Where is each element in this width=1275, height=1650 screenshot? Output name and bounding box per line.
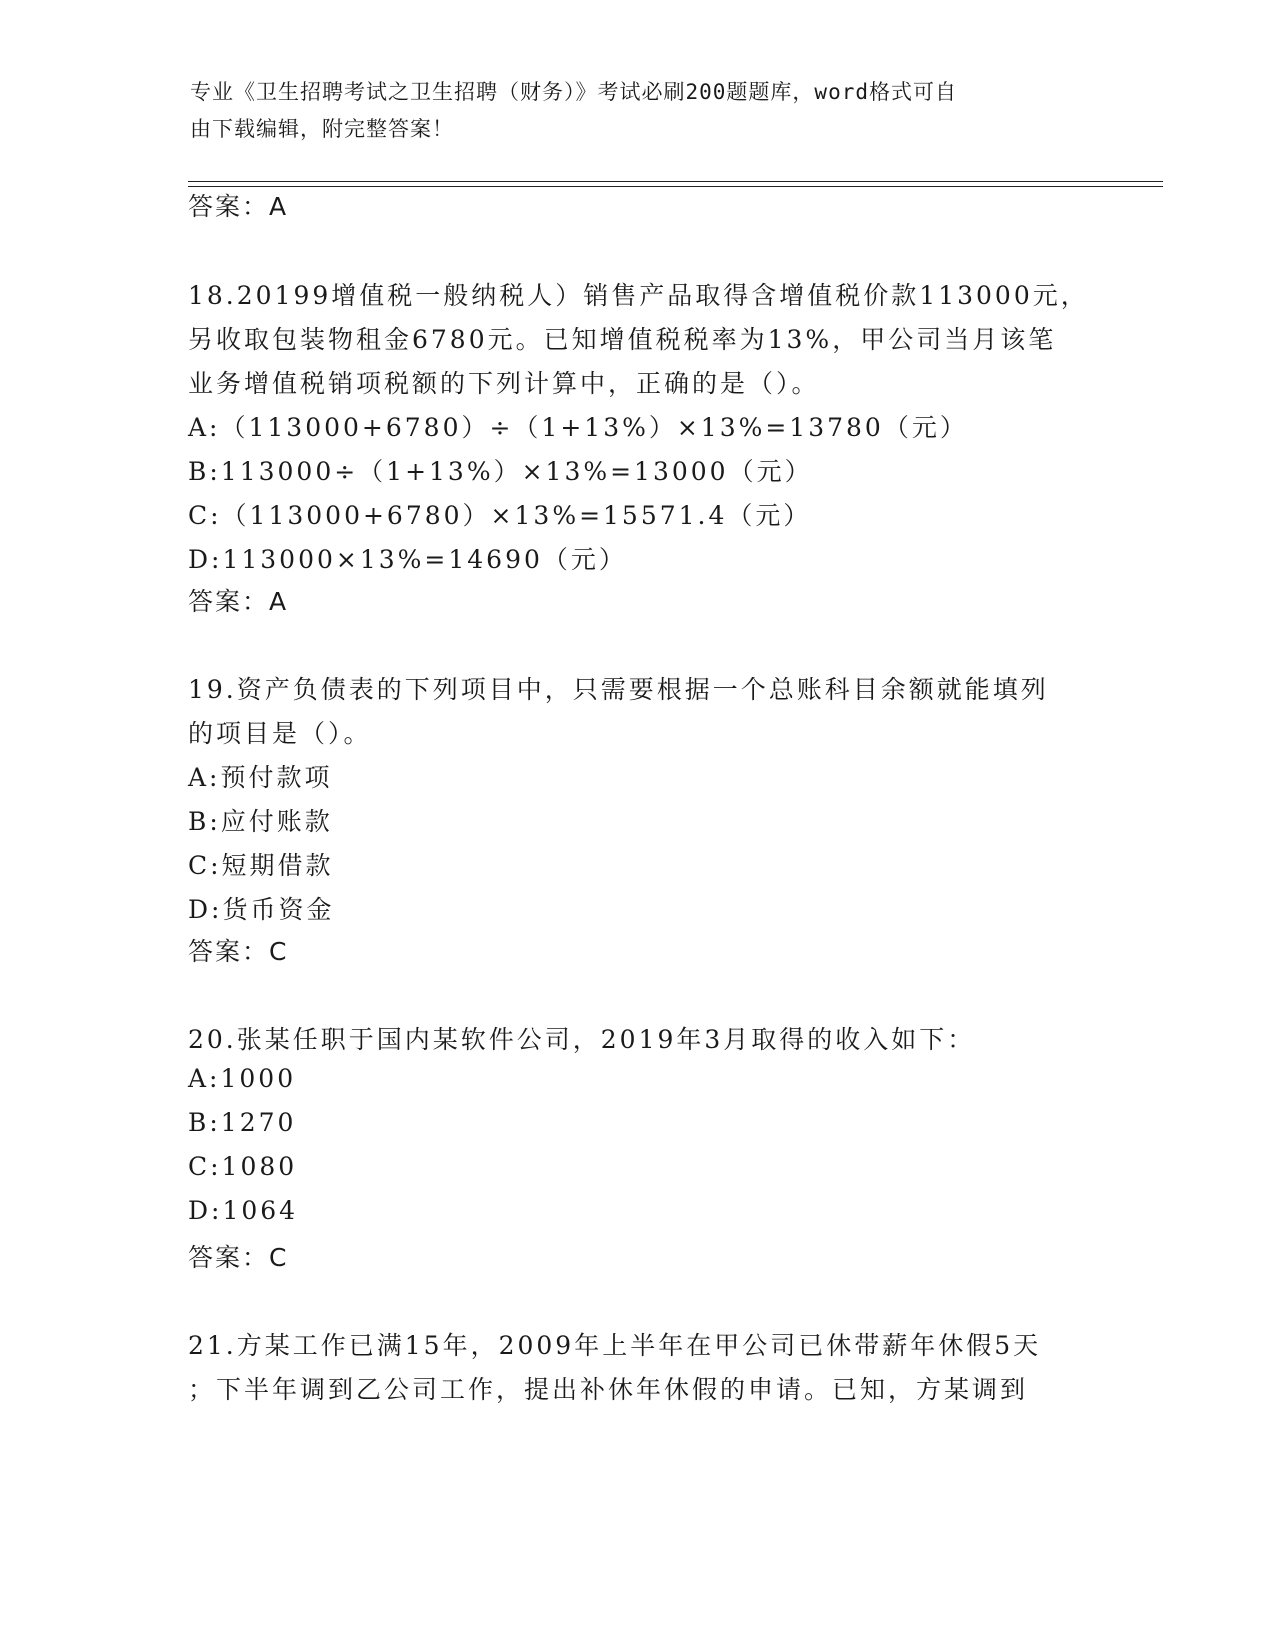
q18-option-c: C:（113000+6780）×13%=15571.4（元） xyxy=(188,501,812,530)
q19-option-d: D:货币资金 xyxy=(188,895,335,924)
header-line-1: 专业《卫生招聘考试之卫生招聘（财务）》考试必刷200题题库，word格式可自 xyxy=(190,80,957,104)
previous-answer: 答案：A xyxy=(188,192,289,221)
q18-text-line-2: 另收取包装物租金6780元。已知增值税税率为13%，甲公司当月该笔 xyxy=(188,325,1057,354)
q20-option-d: D:1064 xyxy=(188,1196,299,1225)
q19-text-line-2: 的项目是（）。 xyxy=(188,719,372,748)
q19-option-a: A:预付款项 xyxy=(188,763,333,792)
header-divider-top xyxy=(188,181,1163,182)
q20-text-line-1: 20.张某任职于国内某软件公司，2019年3月取得的收入如下： xyxy=(188,1025,976,1054)
q19-answer: 答案：C xyxy=(188,937,289,966)
q18-text-line-1: 18.20199增值税一般纳税人）销售产品取得含增值税价款113000元， xyxy=(188,281,1089,310)
header-divider-bottom xyxy=(188,186,1163,187)
q20-answer: 答案：C xyxy=(188,1243,289,1272)
q19-option-c: C:短期借款 xyxy=(188,851,334,880)
q21-text-line-2: ；下半年调到乙公司工作，提出补休年休假的申请。已知，方某调到 xyxy=(188,1375,1029,1404)
q19-option-b: B:应付账款 xyxy=(188,807,333,836)
q18-text-line-3: 业务增值税销项税额的下列计算中，正确的是（）。 xyxy=(188,369,820,398)
header-line-2: 由下载编辑，附完整答案！ xyxy=(190,117,454,141)
q20-option-c: C:1080 xyxy=(188,1152,298,1181)
q19-text-line-1: 19.资产负债表的下列项目中，只需要根据一个总账科目余额就能填列 xyxy=(188,675,1049,704)
q18-option-d: D:113000×13%=14690（元） xyxy=(188,545,627,574)
q18-answer: 答案：A xyxy=(188,587,289,616)
q18-option-b: B:113000÷（1+13%）×13%=13000（元） xyxy=(188,457,813,486)
q21-text-line-1: 21.方某工作已满15年，2009年上半年在甲公司已休带薪年休假5天 xyxy=(188,1331,1042,1360)
q18-option-a: A:（113000+6780）÷（1+13%）×13%=13780（元） xyxy=(188,413,968,442)
q20-option-a: A:1000 xyxy=(188,1064,297,1093)
q20-option-b: B:1270 xyxy=(188,1108,297,1137)
document-header xyxy=(190,74,1070,148)
